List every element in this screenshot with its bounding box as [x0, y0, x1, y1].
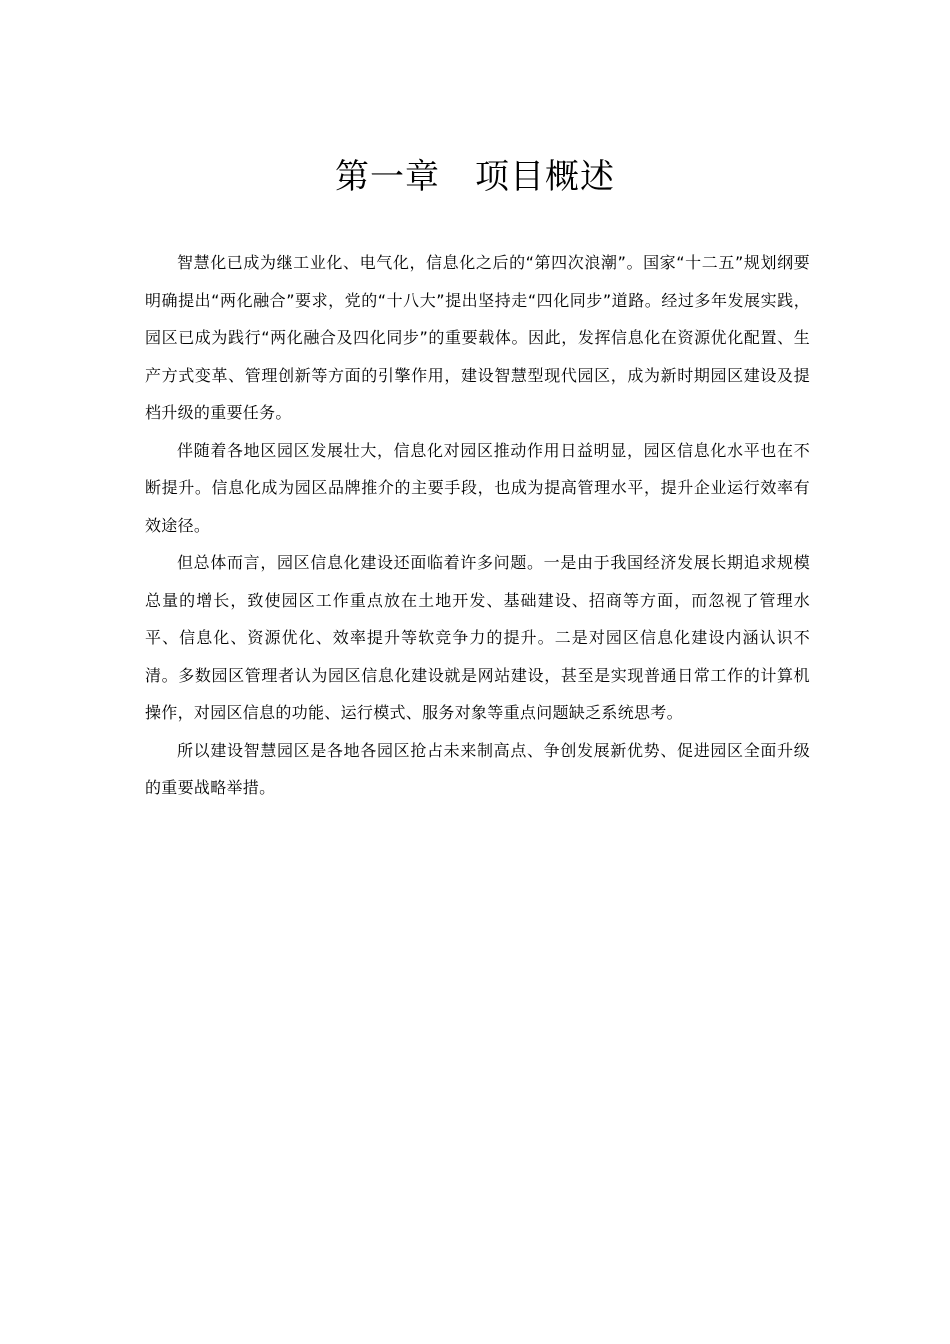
- document-body: [145, 244, 810, 807]
- paragraph-4: 所以建设智慧园区是各地各园区抢占未来制高点、争创发展新优势、促进园区全面升级的重要战略举措。: [145, 740, 810, 797]
- paragraph-2: 伴随着各地区园区发展壮大，信息化对园区推动作用日益明显，园区信息化水平也在不断提升。信息化成为园区品牌推介的主要手段，也成为提高管理水平，提升企业运行效率有效途径。: [145, 440, 810, 535]
- paragraph-1: 智慧化已成为继工业化、电气化，信息化之后的“第四次浪潮”。国家“十二五”规划纲要明确提出“两化融合”要求，党的“十八大”提出坚持走“四化同步”道路。经过多年发展实践，园区已成为践行“两化融合及四化同步”的重要载体。因此，发挥信息化在资源优化配置、生产方式变革、管理创新等方面的引擎作用，建设智慧型现代园区，成为新时期园区建设及提档升级的重要任务。: [145, 253, 810, 422]
- paragraph-3: 但总体而言，园区信息化建设还面临着许多问题。一是由于我国经济发展长期追求规模总量的增长，致使园区工作重点放在土地开发、基础建设、招商等方面，而忽视了管理水平、信息化、资源优化、效率提升等软竞争力的提升。二是对园区信息化建设内涵认识不清。多数园区管理者认为园区信息化建设就是网站建设，甚至是实现普通日常工作的计算机操作，对园区信息的功能、运行模式、服务对象等重点问题缺乏系统思考。: [145, 553, 810, 722]
- chapter-title: 第一章 项目概述: [335, 157, 615, 197]
